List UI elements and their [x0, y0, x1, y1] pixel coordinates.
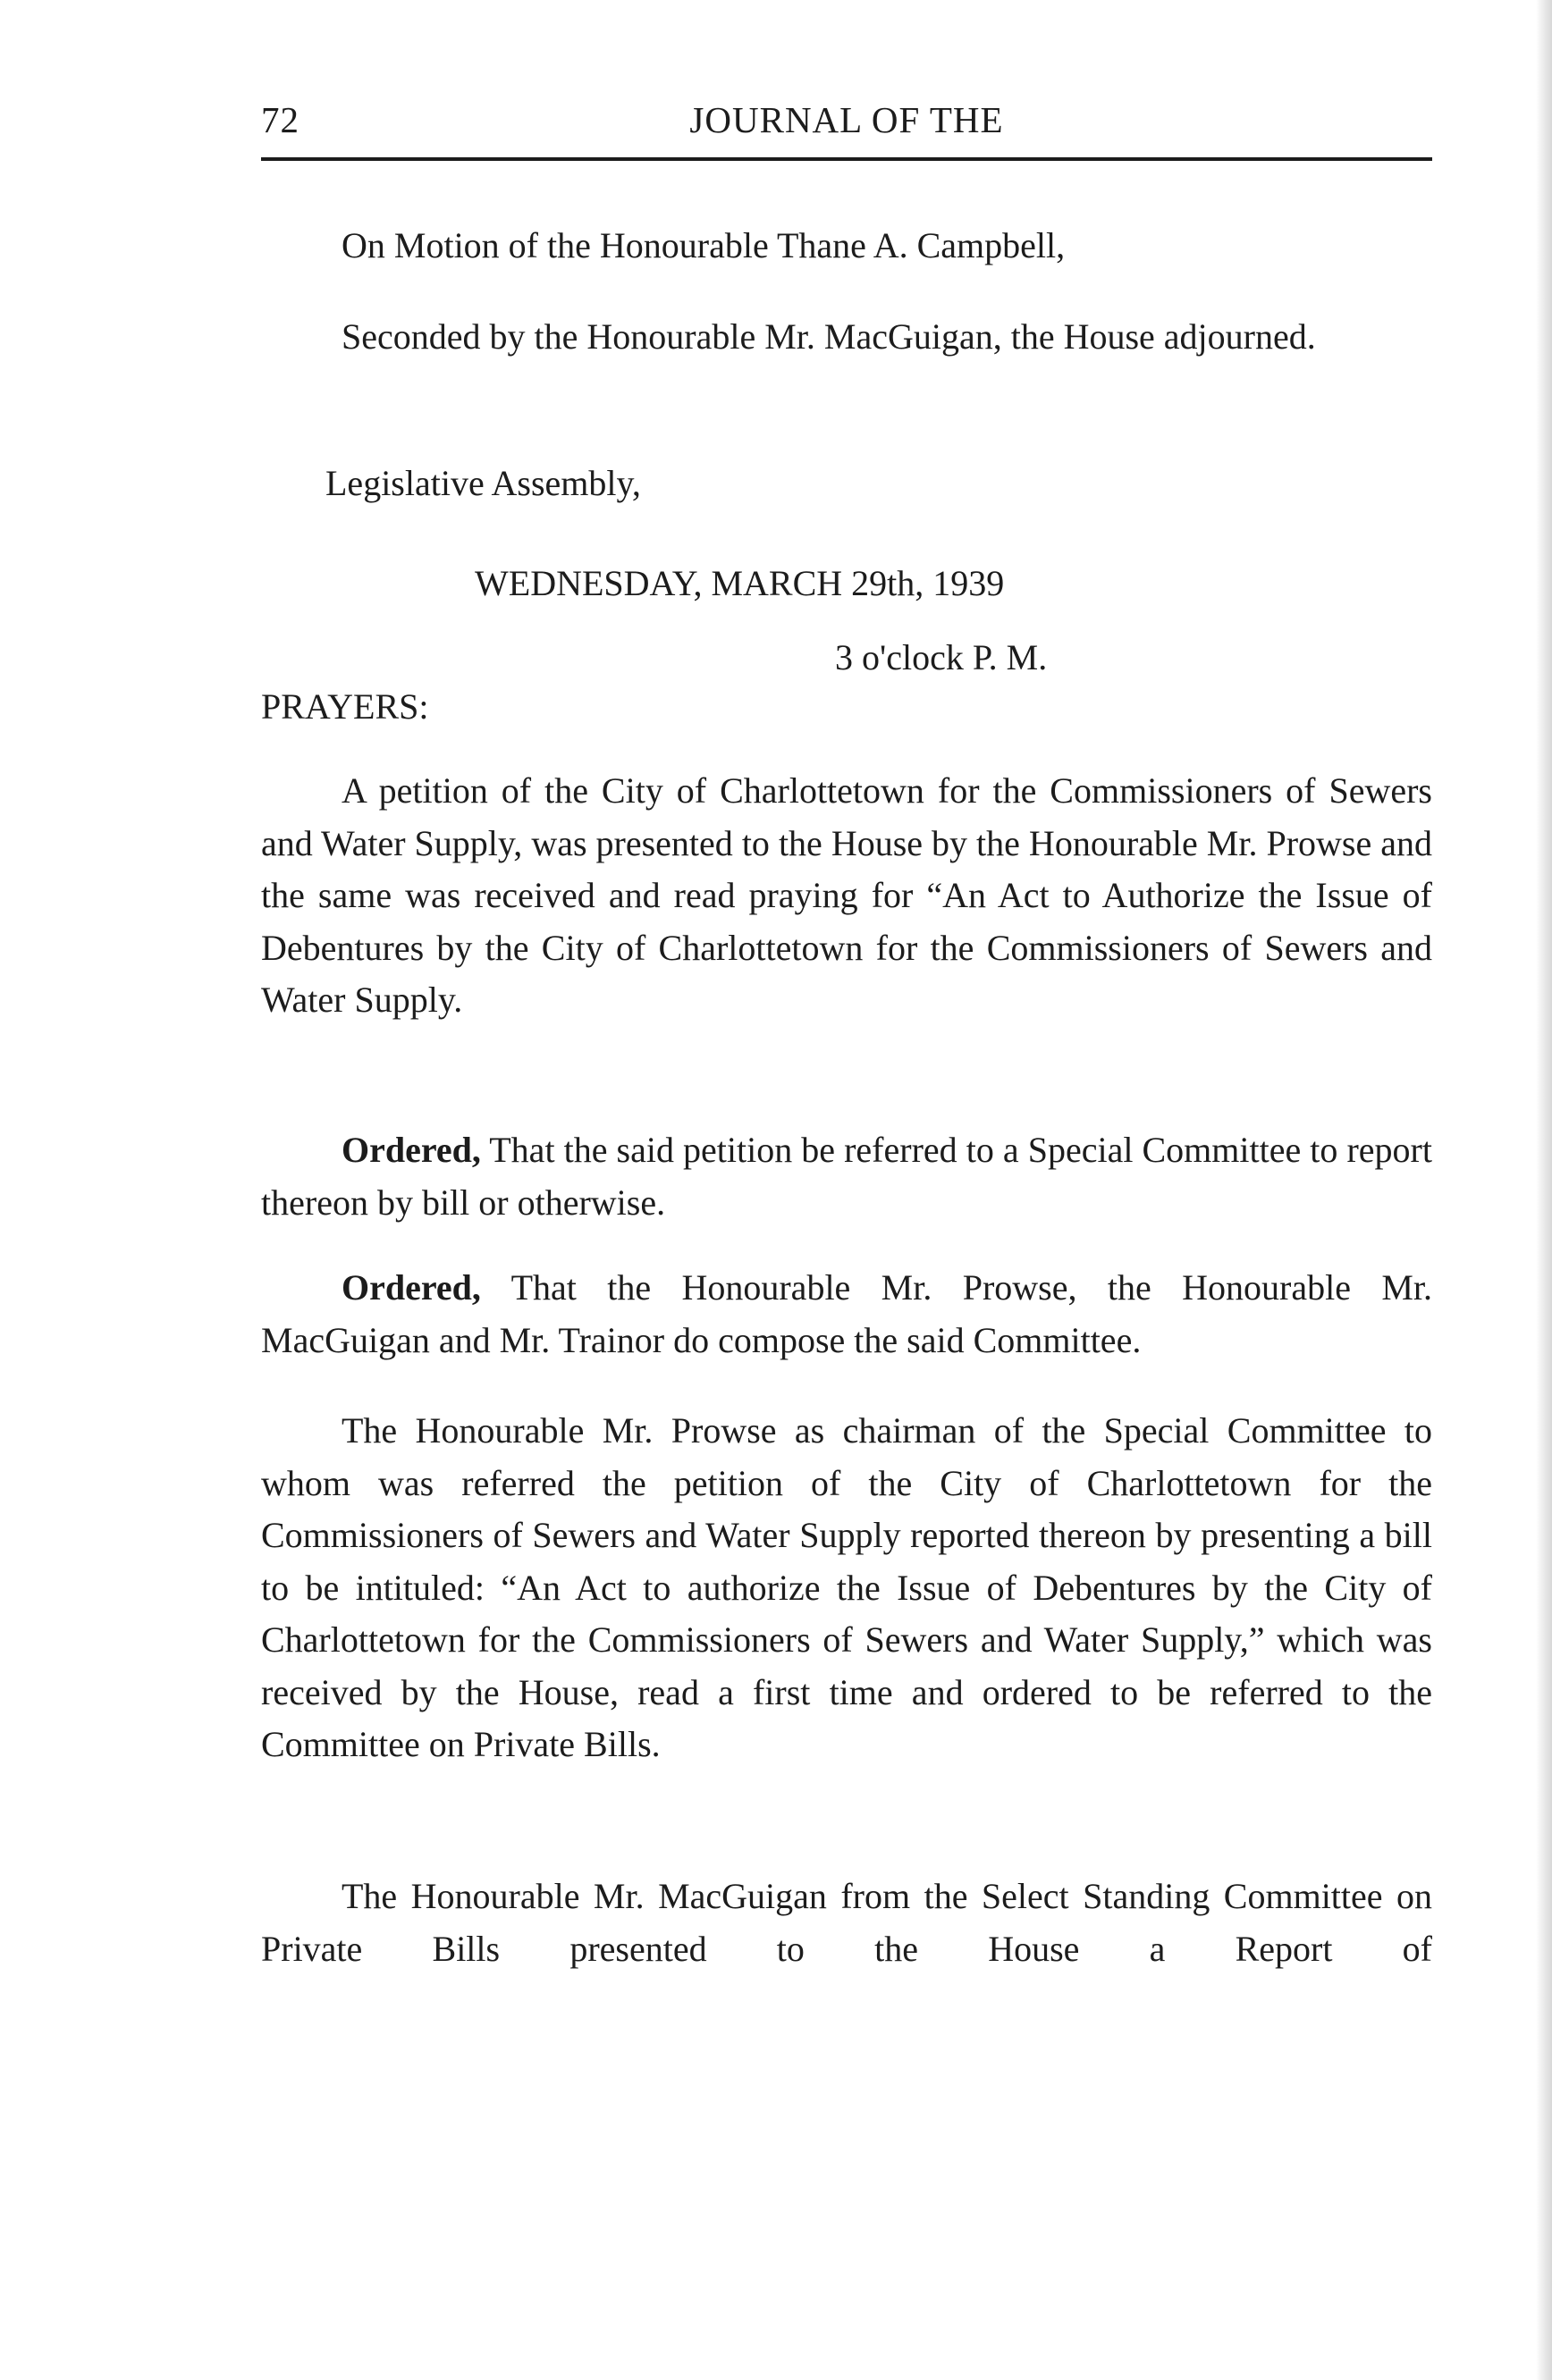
motion-line: On Motion of the Honourable Thane A. Campbell,	[342, 225, 1066, 265]
assembly-line: Legislative Assembly,	[325, 463, 641, 503]
order-committee-members	[261, 1262, 1432, 1367]
page-header	[261, 89, 1432, 152]
report-paragraph: The Honourable Mr. Prowse as chairman of the Special Committee to whom was referred the petition of the City of Charlottetown for the Commissioners of Sewers and Water Supply reported thereon by presenting a bill to be intituled: “An Act to authorize the Issue of Debentures by the City of Charlottetown for the Commissioners of Sewers and Water Supply,” which was received by the House, read a first time and ordered to be referred to the Committee on Private Bills.	[261, 1410, 1432, 1764]
session-time: 3 o'clock P. M.	[835, 637, 1048, 677]
header-rule	[261, 157, 1432, 161]
order-label: Ordered,	[342, 1130, 481, 1170]
order-text: That the said petition be referred to a Special Committee to report thereon by bill or otherwise.	[261, 1130, 1432, 1223]
order-special-committee	[261, 1124, 1432, 1229]
prayers-heading: PRAYERS:	[261, 686, 429, 727]
seconded-paragraph: Seconded by the Honourable Mr. MacGuigan, the House adjourned.	[342, 316, 1316, 357]
running-head: JOURNAL OF THE	[689, 99, 1004, 140]
page-number: 72	[261, 99, 299, 140]
order-text: That the Honourable Mr. Prowse, the Honourable Mr. MacGuigan and Mr. Trainor do compose the said Committee.	[261, 1267, 1432, 1360]
session-date: WEDNESDAY, MARCH 29th, 1939	[475, 563, 1005, 603]
final-paragraph: The Honourable Mr. MacGuigan from the Select Standing Committee on Private Bills presented to the House a Report of	[261, 1876, 1432, 1969]
petition-paragraph: A petition of the City of Charlottetown for the Commissioners of Sewers and Water Supply, was presented to the House by the Honourable Mr. Prowse and the same was received and read praying for “An Act to Authorize the Issue of Debentures by the City of Charlottetown for the Commissioners of Sewers and Water Supply.	[261, 770, 1432, 1020]
page-edge-shadow	[1536, 0, 1552, 2380]
order-label: Ordered,	[342, 1267, 481, 1308]
